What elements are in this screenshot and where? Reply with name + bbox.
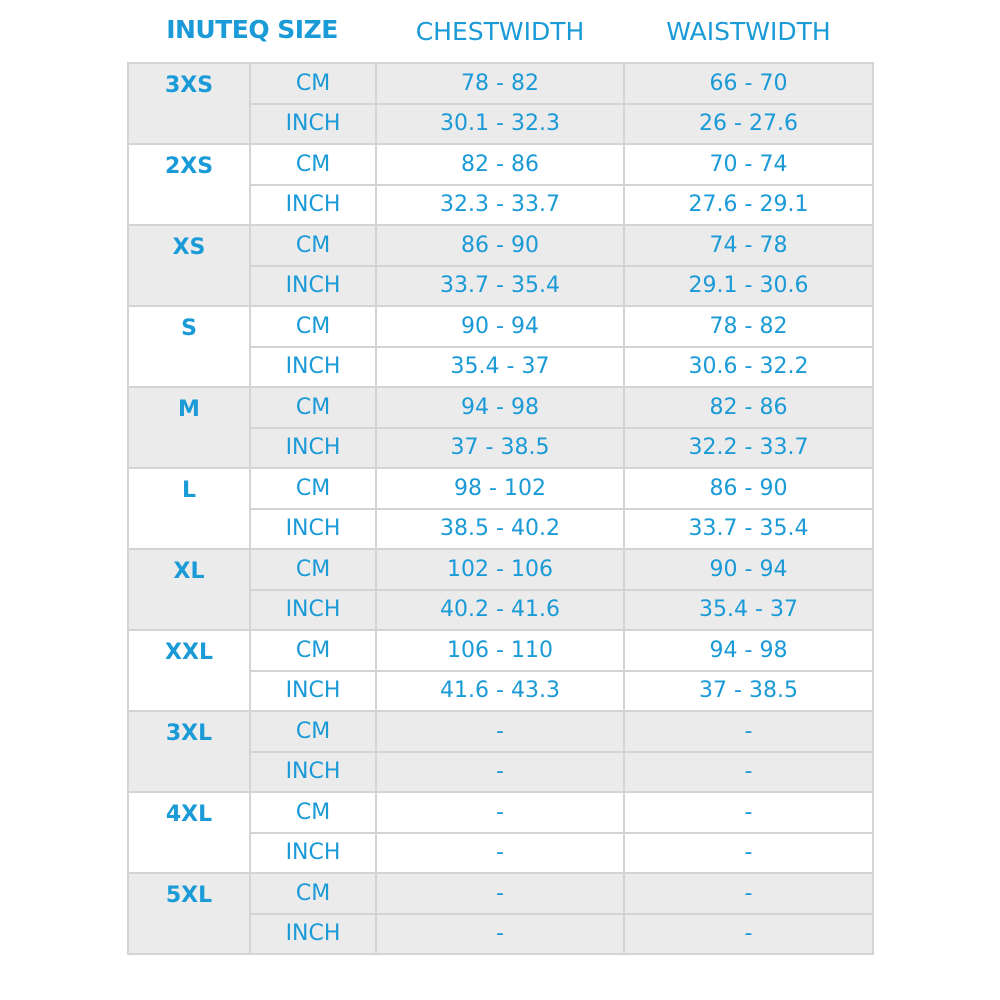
size-table — [127, 62, 874, 955]
size-cell: XS — [128, 225, 250, 306]
chest-cell: 32.3 - 33.7 — [376, 185, 624, 226]
unit-cell: INCH — [250, 590, 376, 631]
waist-cell: 78 - 82 — [624, 306, 873, 347]
chest-cell: 90 - 94 — [376, 306, 624, 347]
waist-cell: 32.2 - 33.7 — [624, 428, 873, 469]
table-row — [128, 306, 873, 347]
unit-cell: CM — [250, 792, 376, 833]
size-chart-header — [0, 0, 1000, 62]
chest-cell: 37 - 38.5 — [376, 428, 624, 469]
chest-cell: 98 - 102 — [376, 468, 624, 509]
waist-cell: - — [624, 792, 873, 833]
waist-cell: - — [624, 752, 873, 793]
waist-cell: 94 - 98 — [624, 630, 873, 671]
unit-cell: CM — [250, 63, 376, 104]
size-cell: XXL — [128, 630, 250, 711]
waist-cell: - — [624, 873, 873, 914]
size-cell: 3XL — [128, 711, 250, 792]
chest-cell: 35.4 - 37 — [376, 347, 624, 388]
unit-cell: CM — [250, 630, 376, 671]
waist-cell: 37 - 38.5 — [624, 671, 873, 712]
size-cell: XL — [128, 549, 250, 630]
size-cell: 3XS — [128, 63, 250, 144]
chest-cell: 30.1 - 32.3 — [376, 104, 624, 145]
chest-cell: - — [376, 914, 624, 955]
chest-cell: 41.6 - 43.3 — [376, 671, 624, 712]
waist-cell: 35.4 - 37 — [624, 590, 873, 631]
chest-cell: 33.7 - 35.4 — [376, 266, 624, 307]
size-cell: 5XL — [128, 873, 250, 954]
unit-cell: INCH — [250, 185, 376, 226]
unit-cell: INCH — [250, 671, 376, 712]
table-row — [128, 387, 873, 428]
unit-cell: CM — [250, 549, 376, 590]
waist-cell: 27.6 - 29.1 — [624, 185, 873, 226]
waist-cell: - — [624, 914, 873, 955]
table-row — [128, 873, 873, 914]
unit-cell: CM — [250, 306, 376, 347]
size-cell: L — [128, 468, 250, 549]
unit-cell: CM — [250, 468, 376, 509]
unit-cell: INCH — [250, 347, 376, 388]
header-size-label: INUTEQ SIZE — [166, 15, 338, 44]
header-waist-label: WAISTWIDTH — [666, 17, 831, 46]
unit-cell: CM — [250, 711, 376, 752]
size-table-body — [128, 63, 873, 954]
table-row — [128, 63, 873, 104]
chest-cell: 94 - 98 — [376, 387, 624, 428]
table-row — [128, 630, 873, 671]
waist-cell: 30.6 - 32.2 — [624, 347, 873, 388]
chest-cell: 78 - 82 — [376, 63, 624, 104]
chest-cell: 40.2 - 41.6 — [376, 590, 624, 631]
chest-cell: 106 - 110 — [376, 630, 624, 671]
unit-cell: INCH — [250, 833, 376, 874]
waist-cell: 66 - 70 — [624, 63, 873, 104]
unit-cell: INCH — [250, 104, 376, 145]
size-cell: M — [128, 387, 250, 468]
waist-cell: 29.1 - 30.6 — [624, 266, 873, 307]
unit-cell: CM — [250, 144, 376, 185]
waist-cell: 82 - 86 — [624, 387, 873, 428]
chest-cell: 86 - 90 — [376, 225, 624, 266]
unit-cell: CM — [250, 873, 376, 914]
chest-cell: 102 - 106 — [376, 549, 624, 590]
waist-cell: 74 - 78 — [624, 225, 873, 266]
unit-cell: INCH — [250, 266, 376, 307]
table-row — [128, 711, 873, 752]
chest-cell: 38.5 - 40.2 — [376, 509, 624, 550]
table-row — [128, 549, 873, 590]
waist-cell: - — [624, 711, 873, 752]
chest-cell: - — [376, 792, 624, 833]
chest-cell: - — [376, 833, 624, 874]
waist-cell: 33.7 - 35.4 — [624, 509, 873, 550]
size-cell: S — [128, 306, 250, 387]
header-chest-label: CHESTWIDTH — [415, 17, 585, 46]
waist-cell: 86 - 90 — [624, 468, 873, 509]
waist-cell: 70 - 74 — [624, 144, 873, 185]
waist-cell: 90 - 94 — [624, 549, 873, 590]
waist-cell: - — [624, 833, 873, 874]
unit-cell: INCH — [250, 428, 376, 469]
table-row — [128, 792, 873, 833]
unit-cell: INCH — [250, 509, 376, 550]
unit-cell: CM — [250, 225, 376, 266]
chest-cell: - — [376, 873, 624, 914]
size-cell: 2XS — [128, 144, 250, 225]
waist-cell: 26 - 27.6 — [624, 104, 873, 145]
unit-cell: CM — [250, 387, 376, 428]
table-row — [128, 468, 873, 509]
table-row — [128, 144, 873, 185]
unit-cell: INCH — [250, 752, 376, 793]
chest-cell: - — [376, 711, 624, 752]
table-row — [128, 225, 873, 266]
chest-cell: 82 - 86 — [376, 144, 624, 185]
chest-cell: - — [376, 752, 624, 793]
size-cell: 4XL — [128, 792, 250, 873]
unit-cell: INCH — [250, 914, 376, 955]
